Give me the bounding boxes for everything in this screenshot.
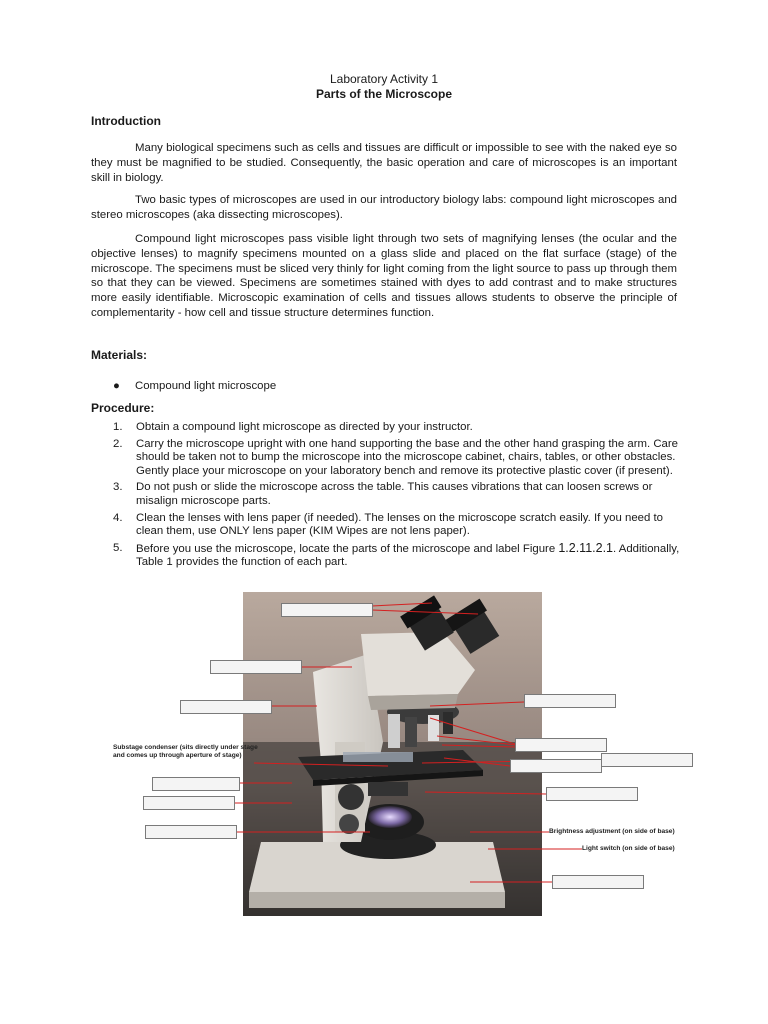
step-text: Carry the microscope upright with one hand supporting the base and the other hand grasping the arm. Care should be taken not to bump the microscope into the microscope cabinet, chairs, tables, or other obstacles. Gently place your microscope on your laboratory bench and remove its protective plastic cover (if present). — [136, 437, 679, 477]
bullet-icon: ● — [113, 380, 120, 392]
step-text: Before you use the microscope, locate the parts of the microscope and label Figure — [136, 542, 559, 555]
procedure-step — [113, 512, 683, 539]
materials-heading: Materials: — [91, 348, 148, 362]
label-blank-arm[interactable] — [180, 700, 272, 714]
procedure-step — [113, 421, 683, 435]
annotation-light-switch: Light switch (on side of base) — [582, 845, 675, 852]
procedure-step — [113, 481, 683, 508]
step-text: Do not push or slide the microscope across the table. This causes vibrations that can loosen screws or misalign microscope parts. — [136, 481, 653, 507]
intro-paragraph-2: Two basic types of microscopes are used in our introductory biology labs: compound light microscopes and stereo microscopes (aka dissecting microscopes). — [91, 194, 677, 221]
procedure-heading: Procedure: — [91, 401, 155, 415]
step-number: 3. — [113, 481, 123, 494]
intro-paragraph-1: Many biological specimens such as cells and tissues are difficult or impossible to see with the naked eye so they must be magnified to be studied. Consequently, the basic operation and care of microscopes is an important skill in biology. — [91, 142, 677, 184]
introduction-heading: Introduction — [91, 114, 161, 128]
step-number: 4. — [113, 511, 123, 524]
label-blank-objectives[interactable] — [515, 738, 607, 752]
step-number: 5. — [113, 541, 123, 554]
procedure-step — [113, 542, 683, 570]
label-blank-stage[interactable] — [601, 753, 693, 767]
figure-reference: 1.2.11.2.1 — [558, 540, 614, 555]
label-blank-nosepiece[interactable] — [524, 694, 616, 708]
procedure-list — [113, 421, 683, 573]
page-title: Parts of the Microscope — [315, 87, 453, 101]
intro-paragraph-3: Compound light microscopes pass visible light through two sets of magnifying lenses (the ocular and the objective lenses) to magnify specimens mounted on a glass slide and placed on the flat surface (stage) of the microscope. The specimens must be sliced very thinly for light coming from the light source to pass up through them so that they can be viewed. Specimens are sometimes stained with dyes to add contrast and to make structures more easily identifiable. Microscopic examination of cells and tissues allows students to observe the principle of complementarity - how cell and tissue structure determines function. — [91, 233, 677, 319]
materials-list-item — [113, 380, 276, 392]
step-number: 1. — [113, 421, 123, 433]
label-blank-coarse-focus[interactable] — [152, 777, 240, 791]
label-blank-eyepiece[interactable] — [281, 603, 373, 617]
microscope-photo — [243, 592, 542, 916]
step-text: Clean the lenses with lens paper (if needed). The lenses on the microscope scratch easily. If you need to clean them, use ONLY lens paper (KIM Wipes are not lens paper). — [136, 511, 664, 538]
annotation-brightness-adjustment: Brightness adjustment (on side of base) — [549, 828, 675, 835]
materials-item-label: Compound light microscope — [135, 380, 277, 392]
procedure-step — [113, 438, 683, 479]
annotation-substage-condenser: Substage condenser (sits directly under stage and comes up through aperture of stage) — [113, 744, 258, 759]
label-blank-fine-focus[interactable] — [143, 796, 235, 810]
label-blank-stage-control[interactable] — [546, 787, 638, 801]
label-blank-base[interactable] — [552, 875, 644, 889]
step-text-end: . Additionally, Table 1 provides the function of each part. — [136, 542, 680, 569]
step-text: Obtain a compound light microscope as directed by your instructor. — [136, 421, 473, 433]
label-blank-head[interactable] — [210, 660, 302, 674]
label-blank-stage-clips[interactable] — [510, 759, 602, 773]
step-number: 2. — [113, 437, 123, 450]
label-blank-light-source[interactable] — [145, 825, 237, 839]
activity-number: Laboratory Activity 1 — [329, 72, 439, 86]
